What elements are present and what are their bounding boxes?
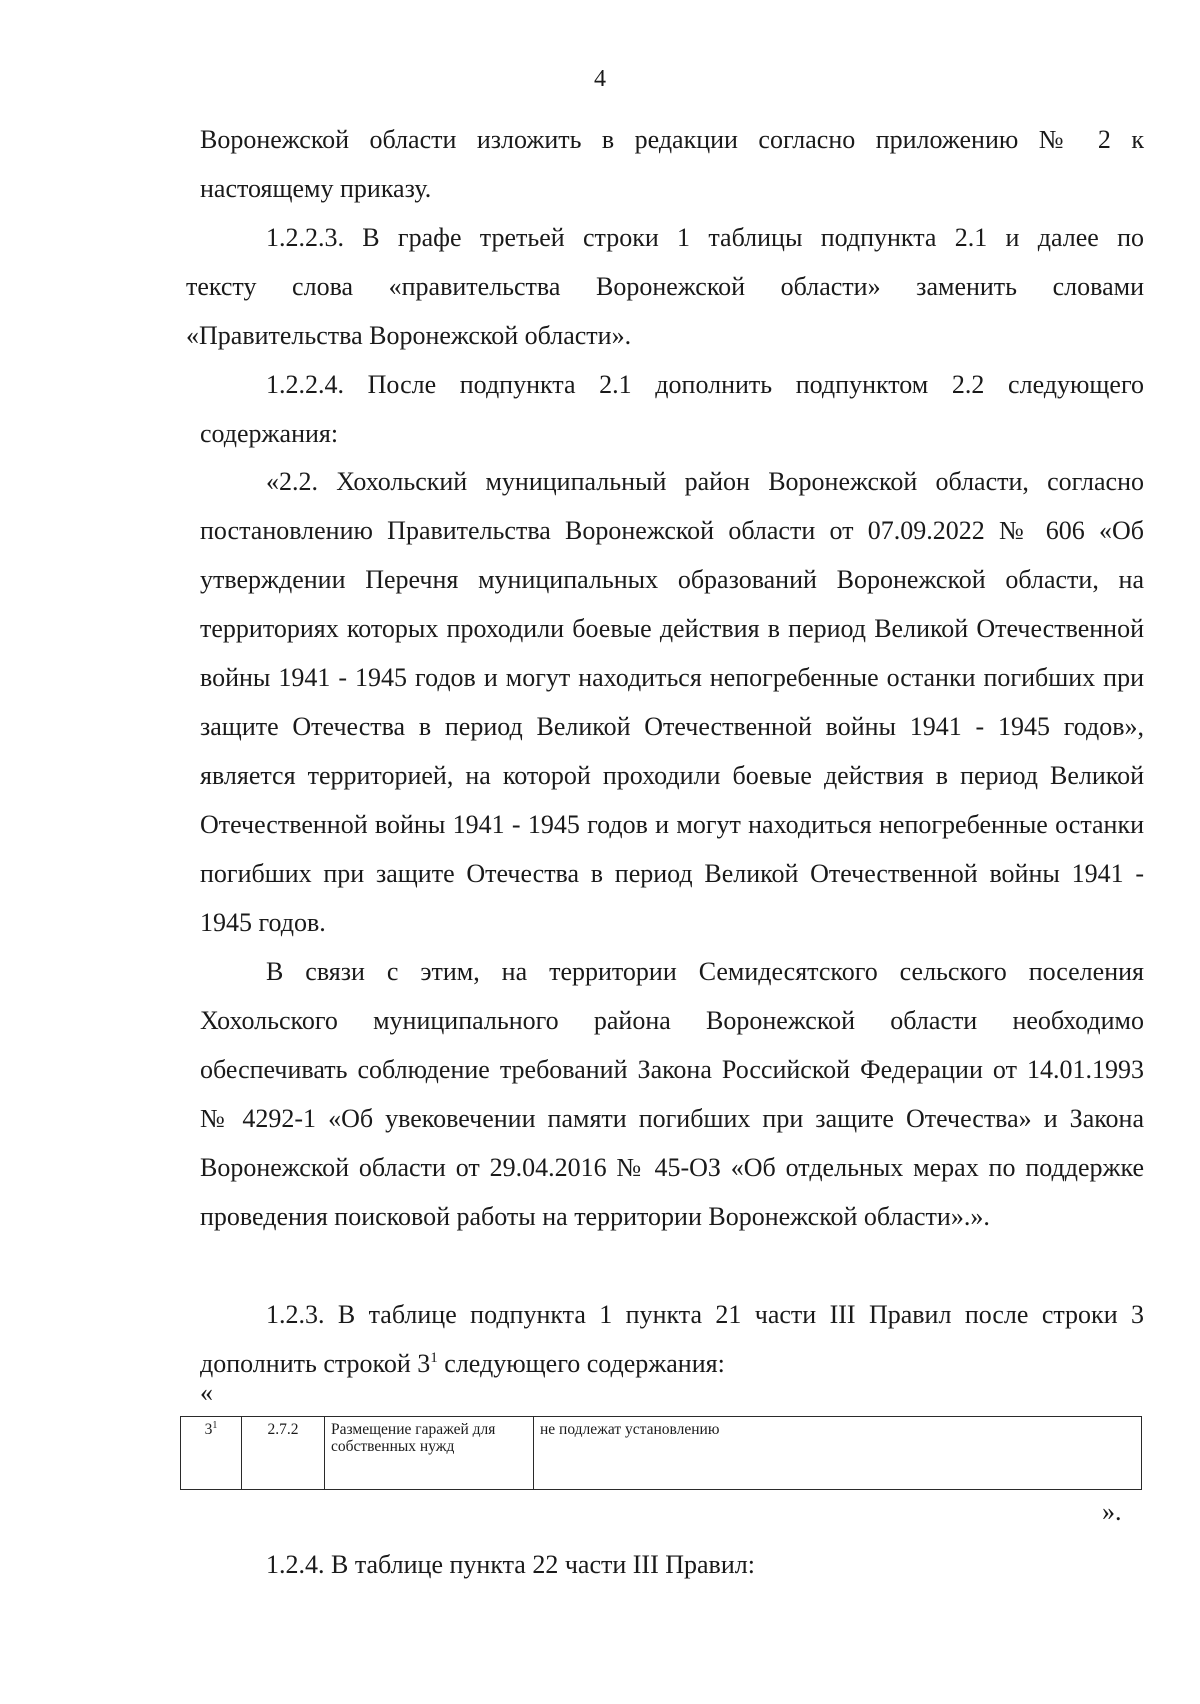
paragraph-continuation-line1: Воронежской области изложить в редакции согласно приложению № 2 к: [200, 125, 1144, 154]
row-number: 3: [204, 1421, 213, 1438]
paragraph-1-2-2-3-line2: тексту слова «правительства Воронежской области» заменить словами: [186, 272, 1144, 301]
paragraph-1-2-3-text: 1.2.3. В таблице подпункта 1 пункта 21 части III Правил после строки 3 дополнить строкой 3: [200, 1300, 1144, 1378]
paragraph-1-2-2-4-line2: содержания:: [200, 419, 339, 448]
paragraph-continuation-line2: настоящему приказу.: [200, 174, 432, 203]
table-open-quote: «: [200, 1378, 213, 1407]
row-number-superscript: 1: [212, 1420, 218, 1431]
paragraph-1-2-2-3-line3: «Правительства Воронежской области».: [186, 321, 632, 350]
paragraph-1-2-4: 1.2.4. В таблице пункта 22 части III Правил:: [266, 1550, 755, 1579]
table-cell-value: не подлежат установлению: [534, 1417, 1142, 1490]
table-cell-code: 2.7.2: [242, 1417, 325, 1490]
rules-table: [180, 1416, 1142, 1490]
table-cell-number: [181, 1417, 242, 1490]
paragraph-1-2-3-superscript: 1: [430, 1350, 438, 1366]
quoted-paragraph-2-2: «2.2. Хохольский муниципальный район Воронежской области, согласно постановлению Правительства Воронежской области от 07.09.2022 № 606 «Об утверждении Перечня муниципальных образований Воронежской области, на территориях которых проходили боевые действия в период Великой Отечественной войны 1941 - 1945 годов и могут находиться непогребенные останки погибших при защите Отечества в период Великой Отечественной войны 1941 - 1945 годов», является территорией, на которой проходили боевые действия в период Великой Отечественной войны 1941 - 1945 годов и могут находиться непогребенные останки погибших при защите Отечества в период Великой Отечественной войны 1941 - 1945 годов.: [200, 467, 1144, 937]
paragraph-in-connection: В связи с этим, на территории Семидесятского сельского поселения Хохольского муниципального района Воронежской области необходимо обеспечивать соблюдение требований Закона Российской Федерации от 14.01.1993 № 4292-1 «Об увековечении памяти погибших при защите Отечества» и Закона Воронежской области от 29.04.2016 № 45-ОЗ «Об отдельных мерах по поддержке проведения поисковой работы на территории Воронежской области».».: [200, 957, 1144, 1231]
table-row: [181, 1417, 1142, 1490]
paragraph-1-2-3: [200, 1290, 1144, 1388]
paragraph-1-2-3-text-end: следующего содержания:: [437, 1349, 725, 1378]
paragraph-1-2-2-3-line1: 1.2.2.3. В графе третьей строки 1 таблицы подпункта 2.1 и далее по: [266, 223, 1144, 252]
table-close-quote: ».: [1102, 1497, 1122, 1526]
table-cell-name: Размещение гаражей для собственных нужд: [325, 1417, 534, 1490]
paragraph-1-2-2-4-line1: 1.2.2.4. После подпункта 2.1 дополнить подпунктом 2.2 следующего: [266, 370, 1144, 399]
page-number: 4: [594, 66, 606, 92]
